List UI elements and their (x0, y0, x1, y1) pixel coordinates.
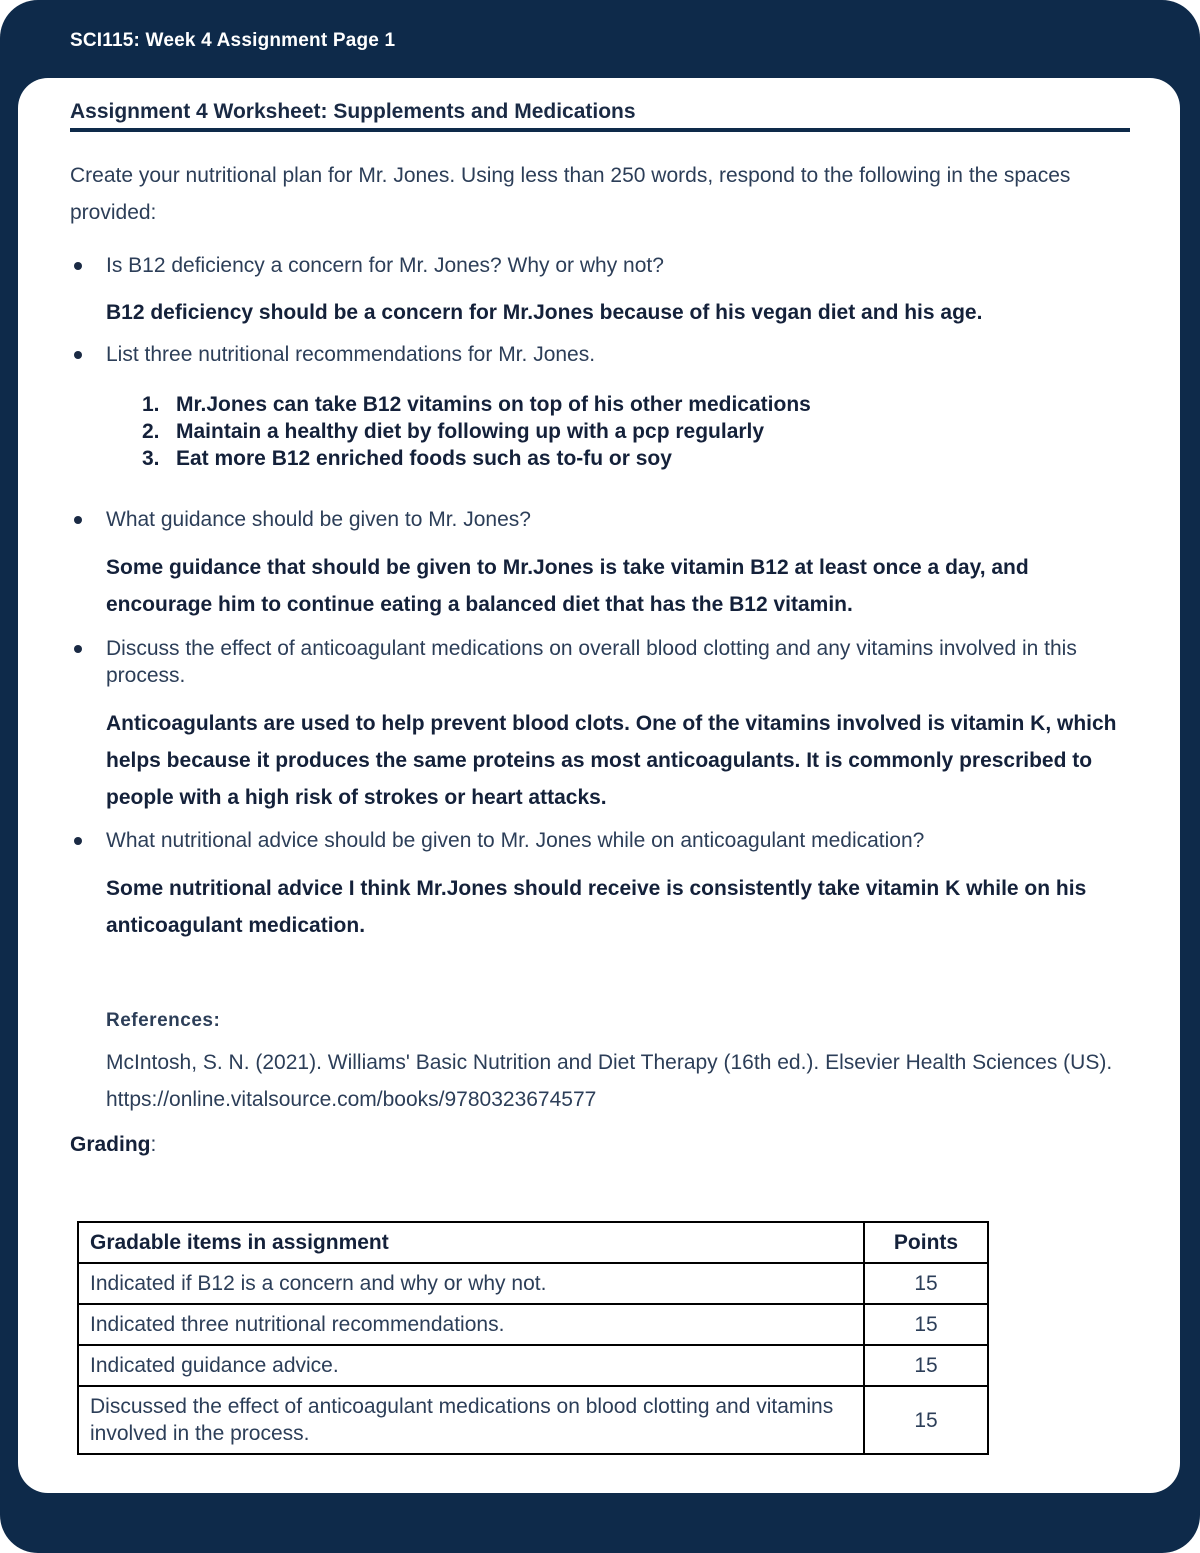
question-prompt: Is B12 deficiency a concern for Mr. Jones? Why or why not? (106, 254, 664, 277)
question-guidance (70, 506, 1130, 533)
table-header-row (78, 1222, 988, 1263)
gradable-item: Indicated if B12 is a concern and why or why not. (78, 1263, 864, 1304)
table-row (78, 1263, 988, 1304)
gradable-item: Discussed the effect of anticoagulant medications on blood clotting and vitamins involved in the process. (78, 1386, 864, 1454)
item-points: 15 (864, 1345, 988, 1386)
list-item: 3. Eat more B12 enriched foods such as to-fu or soy (142, 447, 672, 470)
answer-nutritional-advice: Some nutritional advice I think Mr.Jones should receive is consistently take vitamin K while on his anticoagulant medication. (106, 877, 1087, 937)
table-row (78, 1386, 988, 1454)
list-item: 1. Mr.Jones can take B12 vitamins on top of his other medications (142, 393, 811, 416)
question-anticoagulant-effect (70, 635, 1130, 689)
header-title: SCI115: Week 4 Assignment Page 1 (70, 30, 396, 51)
list-item: 2. Maintain a healthy diet by following up with a pcp regularly (142, 420, 765, 443)
question-prompt: What guidance should be given to Mr. Jones? (106, 508, 531, 531)
document-content (70, 100, 1130, 1157)
item-points: 15 (864, 1386, 988, 1454)
references-label: References: (106, 1010, 221, 1031)
question-prompt: Discuss the effect of anticoagulant medications on overall blood clotting and any vitamins involved in this process. (106, 637, 1077, 687)
grading-table (77, 1221, 989, 1455)
bullet-icon (74, 351, 82, 359)
bullet-icon (74, 262, 82, 270)
item-points: 15 (864, 1304, 988, 1345)
gradable-item: Indicated three nutritional recommendations. (78, 1304, 864, 1345)
column-header-items: Gradable items in assignment (78, 1222, 864, 1263)
question-prompt: List three nutritional recommendations for Mr. Jones. (106, 343, 596, 366)
bullet-icon (74, 837, 82, 845)
column-header-points: Points (864, 1222, 988, 1263)
grading-label: Grading: (70, 1133, 157, 1156)
reference-citation: McIntosh, S. N. (2021). Williams' Basic Nutrition and Diet Therapy (16th ed.). Elsevier Health Sciences (US). https://online.vitalsource.com/books/9780323674577 (106, 1051, 1113, 1111)
worksheet-title: Assignment 4 Worksheet: Supplements and Medications (70, 100, 1130, 132)
document-page (18, 78, 1180, 1493)
answer-anticoagulant-effect: Anticoagulants are used to help prevent blood clots. One of the vitamins involved is vitamin K, which helps because it produces the same proteins as most anticoagulants. It is commonly prescribed to people with a high risk of strokes or heart attacks. (106, 712, 1117, 809)
answer-b12-concern: B12 deficiency should be a concern for Mr.Jones because of his vegan diet and his age. (106, 301, 983, 324)
question-nutritional-advice (70, 827, 1130, 854)
table-row (78, 1345, 988, 1386)
question-recommendations (70, 341, 1130, 368)
worksheet-intro: Create your nutritional plan for Mr. Jones. Using less than 250 words, respond to the following in the spaces provided: (70, 164, 1071, 224)
question-prompt: What nutritional advice should be given to Mr. Jones while on anticoagulant medication? (106, 829, 925, 852)
table-row (78, 1304, 988, 1345)
item-points: 15 (864, 1263, 988, 1304)
gradable-item: Indicated guidance advice. (78, 1345, 864, 1386)
question-b12-concern (70, 252, 1130, 279)
bullet-icon (74, 645, 82, 653)
recommendations-list (70, 391, 1130, 472)
bullet-icon (74, 516, 82, 524)
answer-guidance: Some guidance that should be given to Mr.Jones is take vitamin B12 at least once a day, and encourage him to continue eating a balanced diet that has the B12 vitamin. (106, 556, 1029, 616)
